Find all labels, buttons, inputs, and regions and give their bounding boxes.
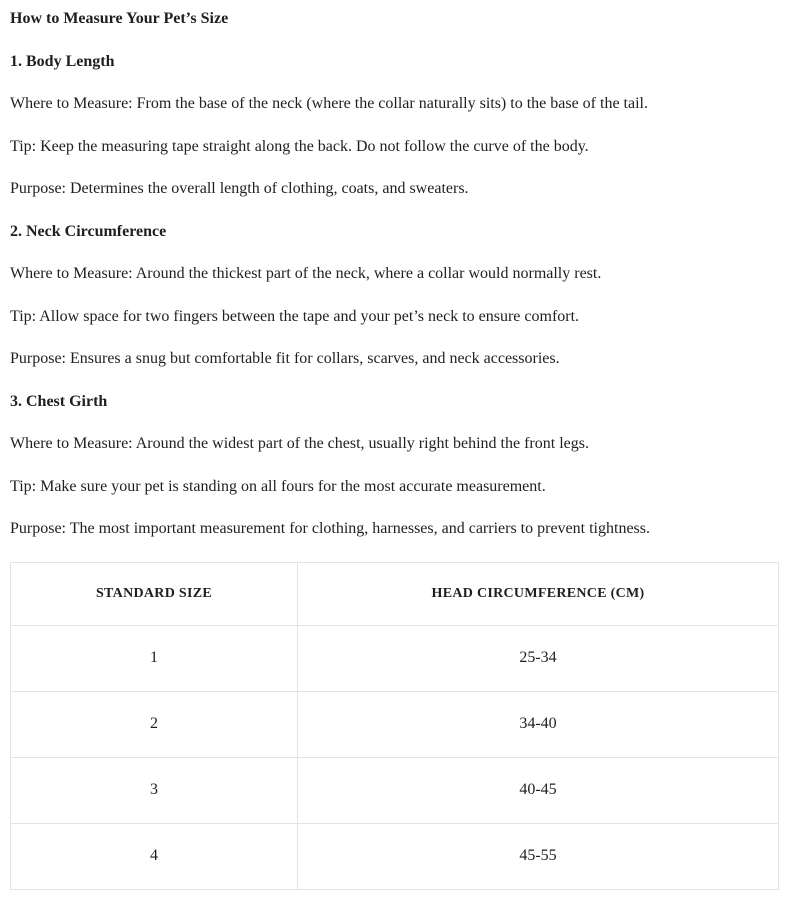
section-3-where-to-measure: Where to Measure: Around the widest part of the chest, usually right behind the front legs. [10,435,589,452]
size-table [10,562,779,890]
table-row [11,691,779,757]
cell-head-circumference: 25-34 [298,625,779,691]
section-1-where-to-measure: Where to Measure: From the base of the neck (where the collar naturally sits) to the base of the tail. [10,95,648,112]
table-row [11,823,779,889]
size-table-header-row [11,562,779,625]
cell-head-circumference: 34-40 [298,691,779,757]
table-row [11,625,779,691]
cell-standard-size: 4 [11,823,298,889]
page-title: How to Measure Your Pet’s Size [10,10,229,27]
cell-standard-size: 2 [11,691,298,757]
size-table-header-standard-size: STANDARD SIZE [11,562,298,625]
section-2-tip: Tip: Allow space for two fingers between the tape and your pet’s neck to ensure comfort. [10,307,580,325]
size-table-header-head-circumference: HEAD CIRCUMFERENCE (CM) [298,562,779,625]
section-2-purpose: Purpose: Ensures a snug but comfortable fit for collars, scarves, and neck accessories. [10,350,560,367]
section-1-tip: Tip: Keep the measuring tape straight along the back. Do not follow the curve of the body. [10,137,589,155]
section-2-heading: 2. Neck Circumference [10,222,167,240]
cell-standard-size: 3 [11,757,298,823]
cell-head-circumference: 45-55 [298,823,779,889]
section-1-heading: 1. Body Length [10,52,115,70]
cell-head-circumference: 40-45 [298,757,779,823]
section-1-purpose: Purpose: Determines the overall length of clothing, coats, and sweaters. [10,180,469,197]
section-3-tip: Tip: Make sure your pet is standing on all fours for the most accurate measurement. [10,477,546,495]
cell-standard-size: 1 [11,625,298,691]
section-3-heading: 3. Chest Girth [10,392,108,410]
table-row [11,757,779,823]
section-2-where-to-measure: Where to Measure: Around the thickest part of the neck, where a collar would normally rest. [10,265,602,282]
section-3-purpose: Purpose: The most important measurement for clothing, harnesses, and carriers to prevent tightness. [10,520,650,537]
